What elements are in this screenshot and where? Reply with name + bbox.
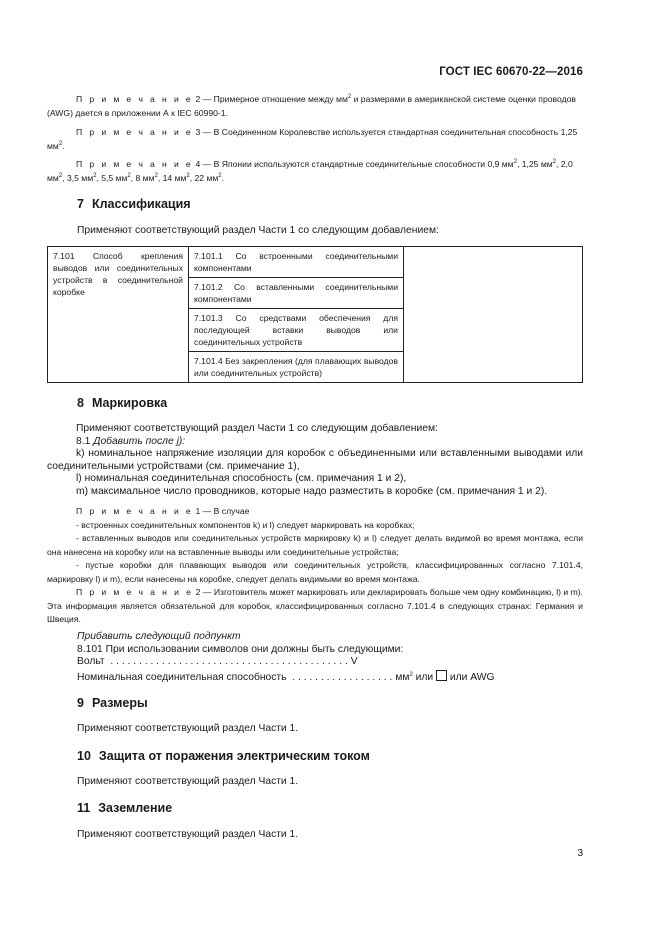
- section-9-heading: 9 Размеры: [77, 696, 148, 710]
- table-empty-cell: [404, 247, 583, 383]
- item-m: m) максимальное число проводников, которые надо разместить в коробке (см. примечания 1 и 2).: [76, 485, 548, 497]
- section-7-intro: Применяют соответствующий раздел Части 1 со следующим добавлением:: [77, 225, 439, 236]
- table-row: 7.101.3 Со средствами обеспечения для последующей вставки выводов или соединительных устройств: [189, 309, 404, 352]
- table-row: 7.101.2 Со вставленными соединительными компонентами: [189, 278, 404, 309]
- capacity-row: Номинальная соединительная способность . . . . . . . . . . . . . . . . . . $мм^2$ или или AWG: [77, 672, 495, 683]
- section-11-text: Применяют соответствующий раздел Части 1.: [77, 829, 299, 840]
- note-1-item: - вставленных выводов или соединительных устройств маркировку k) и l) следует делать видимой во время монтажа, если она нанесена на коробку или на вставленные выводы или соединительные устройства;: [47, 533, 583, 557]
- table-row: 7.101.4 Без закрепления (для плавающих выводов или соединительных устройств): [189, 352, 404, 383]
- section-10-text: Применяют соответствующий раздел Части 1.: [77, 776, 299, 787]
- table-left-cell: 7.101 Способ крепления выводов или соединительных устройств в соединительной коробке: [48, 247, 189, 383]
- section-8-heading: 8 Маркировка: [77, 396, 168, 410]
- section-10-heading: 10 Защита от поражения электрическим током: [77, 749, 370, 763]
- item-l: l) номинальная соединительная способность (см. примечания 1 и 2),: [76, 473, 407, 484]
- volt-row: Вольт . . . . . . . . . . . . . . . . . . . . . . . . . . . . . . . . . . . . . . . . . . V: [77, 656, 358, 667]
- note-2-block: П р и м е ч а н и е 2 — Изготовитель может маркировать или декларировать больше чем одну комбинацию, l) и m). Эта информация является обязательной для коробок, классифицированных согласно 7.101.4 в следующих странах: Германия и Швеция.: [47, 587, 584, 624]
- standard-header: ГОСТ IEC 60670-22—2016: [439, 66, 583, 78]
- clause-8-101: 8.101 При использовании символов они должны быть следующими:: [77, 644, 404, 655]
- note-1-item: - пустые коробки для плавающих выводов или соединительных устройств, классифицированных согласно 7.101.4, маркировку l) и m), если нанесены на коробке, следует делать видимыми во время монтажа.: [47, 560, 583, 584]
- note-3: П р и м е ч а н и е 3 — В Соединенном Королевстве используется стандартная соединительная способность 1,25 $мм^2$.: [47, 127, 578, 151]
- item-k: k) номинальное напряжение изоляции для коробок с объединенными или вставленными выводами или соединительными устройствами (см. примечание 1),: [47, 448, 583, 472]
- classification-table: [47, 246, 583, 383]
- page-number: 3: [577, 848, 583, 859]
- note-4: П р и м е ч а н и е 4 — В Японии используются стандартные соединительные способности 0,9 $мм^2$, 1,25 $мм^2$, 2,0 $мм^2$, 3,5 $мм^2$, 5,5 $мм^2$, 8 $мм^2$, 14 $мм^2$, 22 $мм^2$.: [47, 159, 573, 183]
- section-9-text: Применяют соответствующий раздел Части 1.: [77, 723, 299, 734]
- note-2: П р и м е ч а н и е 2 — Примерное отношение между $мм^2$ и размерами в американской системе оценки проводов (AWG) дается в приложении А к IEC 60990-1.: [47, 94, 576, 118]
- section-7-heading: 7 Классификация: [77, 197, 191, 211]
- note-1-block: П р и м е ч а н и е 1 — В случае - встроенных соединительных компонентов k) и l) следует маркировать на коробках; - вставленных выводов или соединительных устройств маркировку k) и l) следует делать видимой во время монтажа, если она нанесена на коробку или на вставленные выводы или соединительные устройства; - пустые коробки для плавающих выводов или соединительных устройств, классифицированных согласно 7.101.4, маркировку l) и m), если нанесены на коробке, следует делать видимыми во время монтажа.: [47, 505, 583, 586]
- section-8-intro: Применяют соответствующий раздел Части 1 со следующим добавлением:: [76, 423, 438, 434]
- square-symbol-icon: [436, 670, 447, 681]
- clause-8-1: 8.1 Добавить после j):: [76, 435, 186, 447]
- section-11-heading: 11 Заземление: [77, 801, 173, 815]
- table-row: 7.101.1 Со встроенными соединительными компонентами: [189, 247, 404, 278]
- add-subclause: Прибавить следующий подпункт: [77, 631, 241, 642]
- note-1-item: - встроенных соединительных компонентов k) и l) следует маркировать на коробках;: [76, 519, 415, 530]
- section-8-body: [47, 423, 583, 498]
